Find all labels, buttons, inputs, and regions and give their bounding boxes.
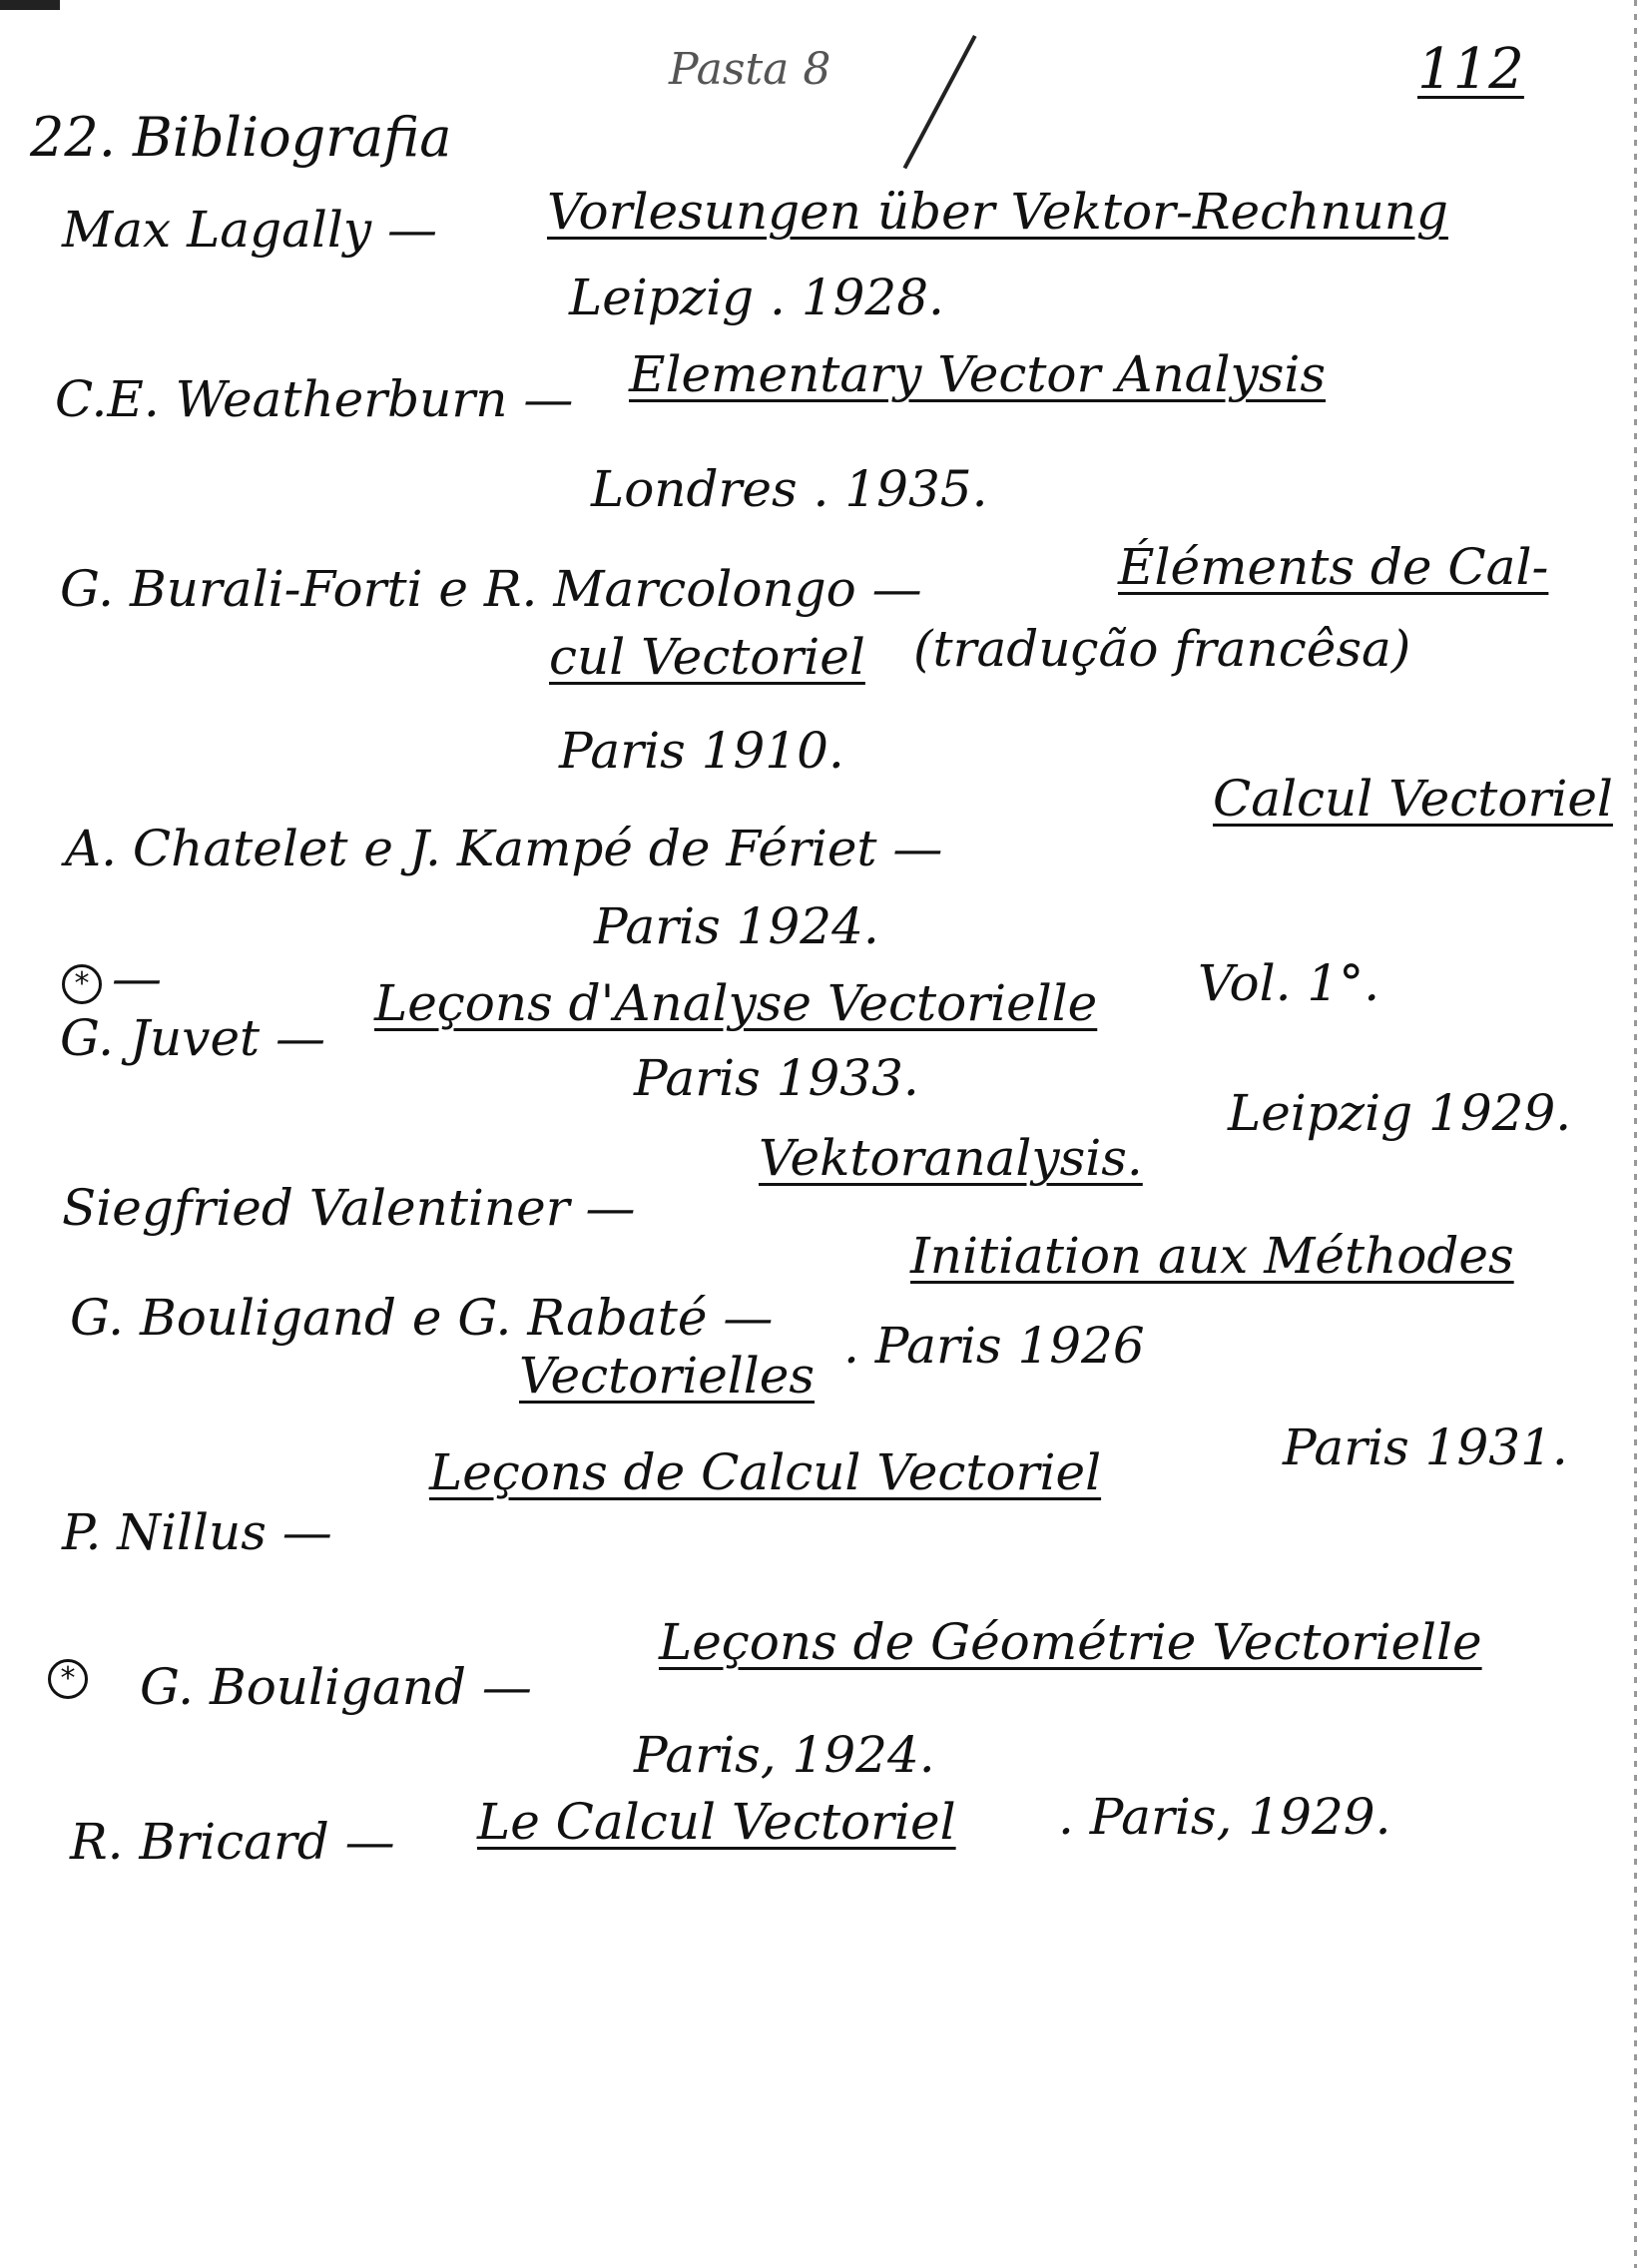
entry-place: Leipzig . 1928.	[569, 269, 944, 326]
entry-place: Londres . 1935.	[591, 460, 988, 518]
entry-dash: —	[112, 949, 162, 1007]
entry-place: Paris 1910.	[559, 722, 844, 780]
entry-author: G. Bouligand e G. Rabaté —	[70, 1289, 774, 1347]
entry-title-part-2: Vectorielles	[519, 1347, 816, 1405]
entry-place: Paris 1931.	[1283, 1418, 1568, 1476]
entry-title: Le Calcul Vectoriel	[477, 1793, 956, 1851]
entry-place: . Paris, 1929.	[1058, 1788, 1391, 1846]
entry-title: Leçons de Géométrie Vectorielle	[659, 1613, 1482, 1671]
entry-title: Vorlesungen über Vektor-Rechnung	[547, 183, 1448, 241]
annotation-slash	[903, 35, 977, 169]
section-heading: 22. Bibliografia	[30, 106, 452, 169]
entry-title: Vektoranalysis.	[759, 1129, 1143, 1187]
scan-corner-mark	[0, 0, 60, 10]
asterisk-marker-icon: *	[62, 964, 102, 1004]
entry-author: R. Bricard —	[70, 1813, 395, 1871]
entry-author: Siegfried Valentiner —	[62, 1179, 636, 1237]
entry-place: Paris 1924.	[594, 897, 879, 955]
asterisk-marker-icon: *	[48, 1659, 88, 1699]
entry-place: Paris 1933.	[634, 1049, 919, 1107]
entry-place: . Paris 1926	[843, 1317, 1145, 1375]
entry-author: P. Nillus —	[62, 1503, 332, 1561]
entry-author: G. Bouligand —	[140, 1658, 532, 1716]
folder-annotation: Pasta 8	[669, 44, 831, 95]
entry-author: G. Juvet —	[60, 1009, 326, 1067]
entry-place: Paris, 1924.	[634, 1726, 935, 1784]
entry-author: C.E. Weatherburn —	[55, 370, 574, 428]
entry-title-part-1: Éléments de Cal-	[1118, 538, 1549, 596]
entry-place: Leipzig 1929.	[1228, 1084, 1572, 1142]
page-number: 112	[1417, 37, 1524, 102]
entry-title-part-1: Initiation aux Méthodes	[910, 1227, 1514, 1285]
entry-title: Calcul Vectoriel	[1213, 770, 1613, 828]
entry-title: Leçons de Calcul Vectoriel	[429, 1443, 1102, 1501]
scan-edge	[1634, 0, 1637, 2268]
entry-note: (tradução francêsa)	[913, 620, 1411, 678]
entry-title: Leçons d'Analyse Vectorielle	[374, 974, 1098, 1032]
entry-title-part-2: cul Vectoriel	[549, 628, 865, 686]
entry-author: Max Lagally —	[62, 201, 438, 259]
entry-author: A. Chatelet e J. Kampé de Fériet —	[65, 820, 943, 877]
entry-author: G. Burali-Forti e R. Marcolongo —	[60, 560, 922, 618]
entry-title: Elementary Vector Analysis	[629, 345, 1326, 403]
entry-note: Vol. 1°.	[1198, 954, 1380, 1012]
